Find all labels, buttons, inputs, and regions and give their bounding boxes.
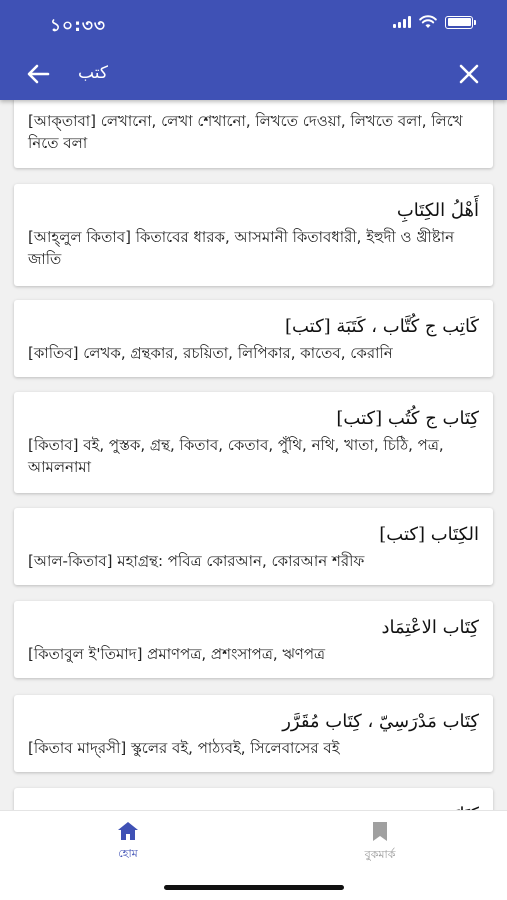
- entry-list[interactable]: [0, 100, 507, 810]
- entry-meaning: [কিতাবুল ই'তিমাদ] প্রমাণপত্র, প্রশংসাপত্র, ঋণপত্র: [28, 645, 326, 663]
- entry-card[interactable]: [14, 184, 493, 286]
- entry-meaning: [আক্‌তাবা] লেখানো, লেখা শেখানো, লিখতে দেওয়া, লিখতে বলা, লিখে নিতে বলা: [28, 112, 463, 152]
- tab-home-label: হোম: [118, 847, 138, 860]
- entry-meaning: [কাতিব] লেখক, গ্রন্থকার, রচয়িতা, লিপিকার, কাতেব, কেরানি: [28, 344, 393, 362]
- battery-icon: [445, 16, 473, 29]
- status-time: ১০:৩৩: [50, 16, 106, 36]
- tab-bookmark-label: বুকমার্ক: [364, 848, 396, 861]
- entry-headword: كِتَاب مَدْرَسِيّ ، كِتَاب مُقَرَّر: [282, 711, 479, 732]
- entry-card[interactable]: [14, 508, 493, 585]
- entry-meaning: [আহ্‌লুল কিতাব] কিতাবের ধারক, আসমানী কিতাবধারী, ইহুদী ও খ্রীষ্টান জাতি: [28, 228, 455, 268]
- bottom-tab-bar: [0, 810, 507, 900]
- app-header: [0, 0, 507, 100]
- bookmark-icon: [371, 821, 389, 842]
- entry-card[interactable]: [14, 601, 493, 678]
- close-icon[interactable]: [457, 62, 481, 86]
- entry-headword: الكِتَاب [كتب]: [379, 524, 479, 545]
- entry-meaning: [কিতাব মাদ্‌রসী] স্কুলের বই, পাঠ্যবই, সিলেবাসের বই: [28, 739, 340, 757]
- tab-home[interactable]: [68, 821, 188, 864]
- entry-headword: كَاتِب ج كُتَّاب ، كَتَبَة [كتب]: [284, 316, 479, 337]
- entry-card[interactable]: [14, 392, 493, 493]
- home-indicator: [164, 885, 344, 890]
- status-icons: [393, 15, 473, 29]
- home-icon: [117, 821, 139, 841]
- signal-icon: [393, 16, 411, 28]
- entry-headword: أَهْلُ الكِتَابِ: [396, 200, 479, 221]
- tab-bookmark[interactable]: [320, 821, 440, 865]
- entry-meaning: [আল-কিতাব] মহাগ্রন্থ: পবিত্র কোরআন, কোরআন শরীফ: [28, 552, 365, 570]
- back-arrow-icon[interactable]: [24, 60, 54, 88]
- entry-headword: كِتَاب ج كُتُب [كتب]: [336, 408, 479, 429]
- entry-card[interactable]: [14, 90, 493, 168]
- wifi-icon: [419, 15, 437, 29]
- entry-card[interactable]: [14, 695, 493, 772]
- entry-headword: كِتَاب الاعْتِمَاد: [381, 617, 479, 638]
- entry-meaning: [কিতাব] বই, পুস্তক, গ্রন্থ, কিতাব, কেতাব, পুঁথি, নথি, খাতা, চিঠি, পত্র, আমলনামা: [28, 436, 444, 476]
- page-title: كتب: [78, 63, 108, 83]
- entry-card[interactable]: [14, 300, 493, 377]
